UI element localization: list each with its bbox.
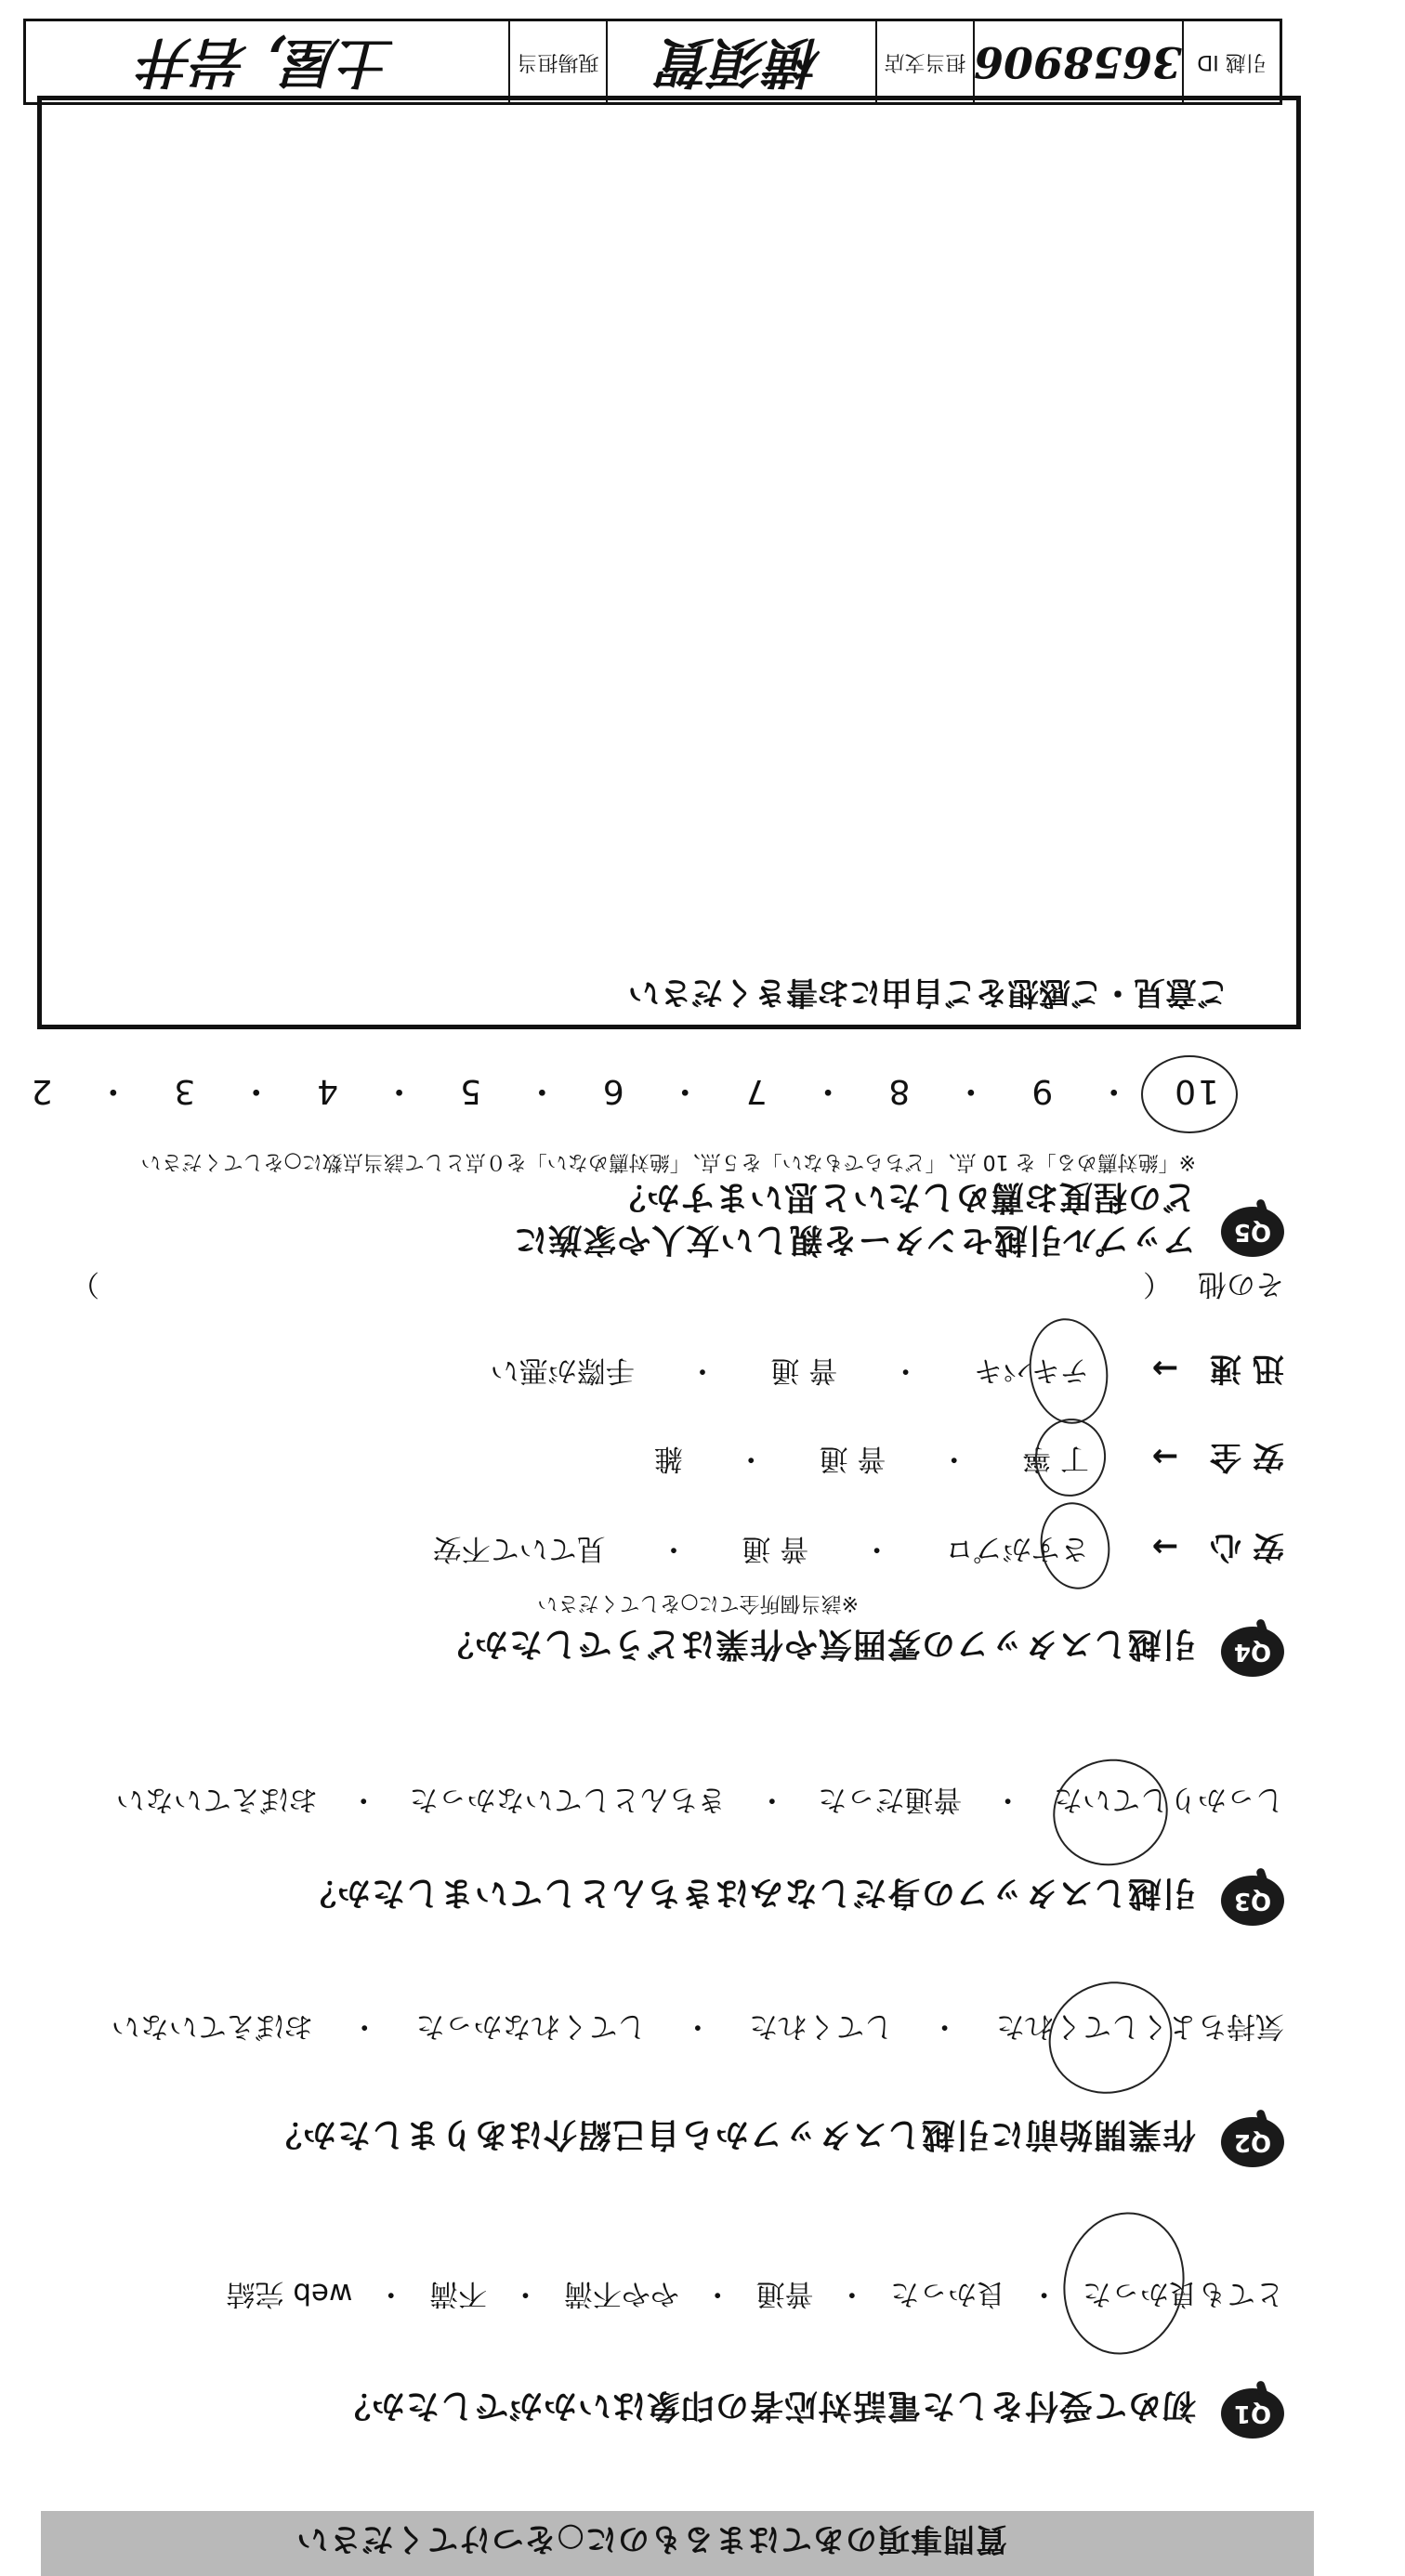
q4-anzen-normal[interactable]: 普 通: [819, 1442, 886, 1475]
q4-question: 引越しスタッフの雰囲気や作業はどうでしたか？: [439, 1625, 1196, 1663]
q3-opt-normal[interactable]: 普通だった: [818, 1783, 963, 1816]
q1-opt-bad[interactable]: 不満: [429, 2277, 488, 2310]
q5-note: ※「絶対薦める」を 10 点、「どちらでもない」を５点、「絶対薦めない」を０点として該当点数に○をしてください: [140, 1150, 1196, 1173]
q4-badge: Q4: [1221, 1627, 1284, 1677]
q2-options: 気持ちよくしてくれた ・ してくれた ・ してくれなかった ・ おぼえていない: [111, 2009, 1284, 2043]
q3-opt-neat[interactable]: しっかりしていた: [1054, 1783, 1284, 1816]
q1-opt-somewhat-bad[interactable]: やや不満: [563, 2277, 679, 2310]
id-label: 引越 ID: [1182, 21, 1280, 102]
q2-answer-circle: [1034, 1966, 1187, 2110]
q4-other[interactable]: その他 （ ）: [71, 1267, 1284, 1301]
crew-label: 現場担当: [508, 21, 606, 102]
q5-question-line1: アップル引越センターを親しい友人や家族に: [513, 1221, 1196, 1259]
id-value[interactable]: 3658906: [973, 21, 1182, 102]
q3-options: しっかりしていた ・ 普通だった ・ きちんとしていなかった ・ おぼえていない: [115, 1783, 1284, 1816]
q2-question: 作業開始前に引越しスタッフから自己紹介はありましたか？: [267, 2115, 1196, 2153]
q4-anzen-rough[interactable]: 雑: [653, 1442, 683, 1475]
q5-score-3[interactable]: 3: [172, 1072, 196, 1110]
q3-opt-not-neat[interactable]: きちんとしていなかった: [409, 1783, 727, 1816]
q2-badge: Q2: [1221, 2117, 1284, 2167]
q4-row-jinsoku: 迅 速 →: [1151, 1350, 1284, 1387]
q4-anshin-normal[interactable]: 普 通: [742, 1532, 809, 1565]
q3-question: 引越しスタッフの身だしなみはきちんとしていましたか？: [301, 1874, 1196, 1912]
q1-opt-web[interactable]: web 完結: [226, 2277, 353, 2310]
branch-value[interactable]: 横須賀: [606, 21, 875, 102]
q4-anshin-uneasy[interactable]: 見ていて不安: [432, 1532, 606, 1565]
q4-anzen-circle: [1031, 1414, 1111, 1501]
q5-score-5[interactable]: 5: [458, 1072, 481, 1110]
branch-label: 担当支店: [875, 21, 973, 102]
q4-jinsoku-circle: [1022, 1314, 1114, 1430]
q2-opt-pleasant[interactable]: 気持ちよくしてくれた: [996, 2009, 1284, 2043]
q2-opt-yes[interactable]: してくれた: [749, 2009, 894, 2043]
q4-jinsoku-slow[interactable]: 手際が悪い: [490, 1353, 635, 1387]
q4-jinsoku-quick[interactable]: テキパキ: [974, 1353, 1089, 1387]
q2-opt-no[interactable]: してくれなかった: [415, 2009, 647, 2043]
q5-score-4[interactable]: 4: [315, 1072, 339, 1110]
q4-anshin-pro[interactable]: さすがプロ: [945, 1532, 1089, 1565]
q4-row-anzen-options: 丁 寧 ・ 普 通 ・ 雑: [653, 1442, 1089, 1475]
q2-opt-dont-remember[interactable]: おぼえていない: [111, 2009, 313, 2043]
crew-value[interactable]: 土屋, 岩井: [140, 31, 394, 94]
q4-row-jinsoku-options: テキパキ ・ 普 通 ・ 手際が悪い: [490, 1353, 1089, 1387]
q5-question-line2: どの程度お薦めしたいと思いますか？: [611, 1178, 1196, 1216]
q5-score-10[interactable]: 10: [1173, 1072, 1219, 1110]
q5-score-2[interactable]: 2: [29, 1072, 53, 1110]
q4-anzen-careful[interactable]: 丁 寧: [1022, 1442, 1089, 1475]
q5-answer-circle: [1141, 1055, 1238, 1133]
q1-question: 初めて受付をした電話対応者の印象はいかがでしたか？: [335, 2386, 1196, 2425]
q4-row-anshin: 安 心 →: [1151, 1528, 1284, 1565]
q3-badge: Q3: [1221, 1876, 1284, 1926]
q1-answer-circle: [1050, 2201, 1197, 2365]
q4-note: ※該当個所全てに○をしてください: [537, 1591, 859, 1615]
q5-score-6[interactable]: 6: [600, 1072, 624, 1110]
q3-opt-dont-remember[interactable]: おぼえていない: [115, 1783, 318, 1816]
comment-box[interactable]: [37, 96, 1301, 1029]
q4-row-anshin-options: さすがプロ ・ 普 通 ・ 見ていて不安: [432, 1532, 1089, 1565]
q5-score-7[interactable]: 7: [743, 1072, 768, 1110]
instruction-text: 質問事項のあてはまるものに○をつけてください: [295, 2520, 1007, 2557]
q1-options: とても良かった ・ 良かった ・ 普通 ・ やや不満 ・ 不満 ・ web 完結: [226, 2277, 1284, 2310]
q3-answer-circle: [1042, 1747, 1179, 1878]
q1-opt-normal[interactable]: 普通: [755, 2277, 814, 2310]
q4-jinsoku-normal[interactable]: 普 通: [770, 1353, 838, 1387]
q5-badge: Q5: [1221, 1207, 1284, 1257]
q1-opt-good[interactable]: 良かった: [890, 2277, 1006, 2310]
q1-badge: Q1: [1221, 2388, 1284, 2439]
q1-opt-very-good[interactable]: とても良かった: [1083, 2277, 1284, 2310]
id-row: [23, 19, 1282, 105]
q5-score-8[interactable]: 8: [886, 1072, 911, 1110]
q5-scale: 10 ・ 9 ・ 8 ・ 7 ・ 6 ・ 5 ・ 4 ・ 3 ・ 2: [29, 1072, 1219, 1110]
q4-row-anzen: 安 全 →: [1151, 1438, 1284, 1475]
q4-anshin-circle: [1033, 1497, 1116, 1594]
instruction-banner: [41, 2511, 1314, 2576]
q5-score-9[interactable]: 9: [1030, 1072, 1054, 1110]
comment-label: ご意見・ご感想をご自由にお書きください: [628, 974, 1228, 1011]
